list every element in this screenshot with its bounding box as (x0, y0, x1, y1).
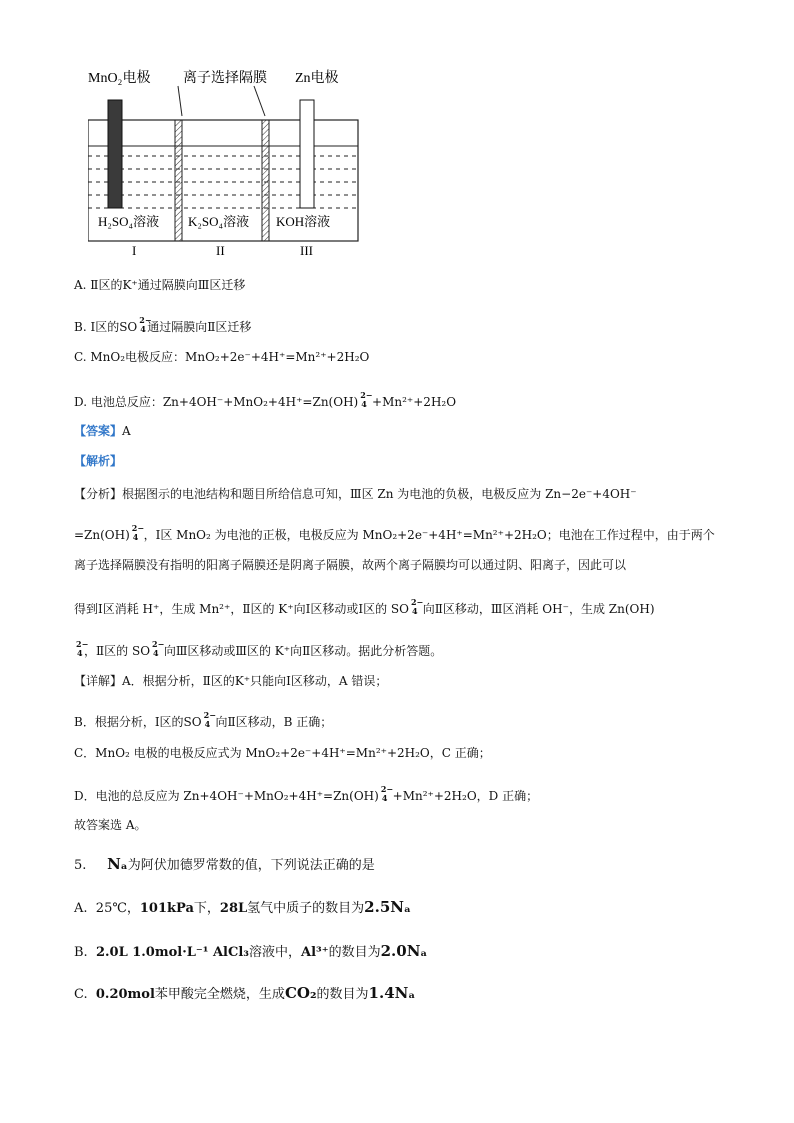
detail-line-1: 【详解】A．根据分析，Ⅱ区的K⁺只能向Ⅰ区移动，A 错误； (74, 674, 388, 688)
q5-stem (74, 856, 375, 874)
sulfate-ion-mark: 2− 4 (203, 709, 216, 729)
zone-i: I (132, 243, 137, 258)
answer-value: A (122, 424, 131, 438)
option-c: C. MnO₂电极反应：MnO₂+2e⁻+4H⁺=Mn²⁺+2H₂O (74, 350, 370, 364)
option-a: A. Ⅱ区的K⁺通过隔膜向Ⅲ区迁移 (74, 278, 246, 292)
ion-sub: 4 (140, 323, 146, 334)
analysis-line-5: 2− 4 ，Ⅱ区的 SO 2− 4 向Ⅲ区移动或Ⅲ区的 K⁺向Ⅱ区移动。据此分析答题。 (76, 638, 443, 658)
solution-h2so4: H₂SO₄溶液 (98, 214, 160, 229)
analysis-label: 【解析】 (74, 454, 123, 468)
analysis-line-2: =Zn(OH) 2− 4 ，Ⅰ区 MnO₂ 为电池的正极，电极反应为 MnO₂+2e⁻+4H⁺=Mn²⁺+2H₂O；电池在工作过程中，由于两个 (74, 522, 715, 542)
zone-iii: III (300, 243, 313, 258)
label-membrane: 离子选择隔膜 (183, 71, 267, 86)
q5-option-a: A. 25℃，101kPa下，28L氢气中质子的数目为2.5Nₐ (74, 898, 411, 916)
option-b (74, 314, 252, 336)
analysis-line-1: 【分析】根据图示的电池结构和题目所给信息可知，Ⅲ区 Zn 为电池的负极，电极反应为 Zn−2e⁻+4OH⁻ (74, 487, 637, 501)
option-d-post: +Mn²⁺+2H₂O (368, 395, 457, 409)
solution-koh: KOH溶液 (276, 214, 331, 229)
zincate-ion-mark: 2− 4 (76, 638, 89, 658)
analysis-line-4: 得到Ⅰ区消耗 H⁺，生成 Mn²⁺，Ⅱ区的 K⁺向Ⅰ区移动或Ⅰ区的 SO 2− 4 向Ⅱ区移动，Ⅲ区消耗 OH⁻，生成 Zn(OH) (74, 596, 655, 616)
q5-stem-text: 为阿伏加德罗常数的值，下列说法正确的是 (127, 858, 375, 873)
solution-k2so4: K₂SO₄溶液 (188, 214, 250, 229)
sulfate-ion-mark (137, 314, 152, 336)
q5-option-b: B. 2.0L 1.0mol·L⁻¹ AlCl₃溶液中，Al³⁺的数目为2.0Nₐ (74, 942, 428, 960)
answer-line (74, 423, 131, 439)
option-d-pre: D. 电池总反应：Zn+4OH⁻+MnO₂+4H⁺=Zn(OH) (74, 395, 359, 409)
option-d (74, 389, 457, 411)
q5-number: 5. (74, 858, 87, 873)
sulfate-ion-mark: 2− 4 (410, 596, 424, 616)
detail-conclusion: 故答案选 A。 (74, 818, 147, 832)
zincate-ion-mark: 2− 4 (360, 389, 373, 409)
q5-option-c: C. 0.20mol苯甲酸完全燃烧，生成CO₂的数目为1.4Nₐ (74, 984, 416, 1002)
detail-line-3: C．MnO₂ 电极的电极反应式为 MnO₂+2e⁻+4H⁺=Mn²⁺+2H₂O，C 正确； (74, 746, 491, 760)
membrane-left (175, 120, 182, 241)
option-b-pre: B. Ⅰ区的SO (74, 320, 138, 334)
mno2-electrode (108, 100, 122, 208)
membrane-right (262, 120, 269, 241)
electrolysis-cell-diagram (88, 66, 363, 258)
answer-label: 【答案】 (74, 424, 123, 438)
label-zn-electrode: Zn电极 (295, 71, 339, 86)
zn-electrode (300, 100, 314, 208)
q5-na-symbol: Nₐ (107, 855, 128, 873)
detail-line-2: B．根据分析，Ⅰ区的SO 2− 4 向Ⅱ区移动，B 正确； (74, 709, 333, 729)
zincate-ion-mark: 2− 4 (131, 522, 145, 542)
zincate-ion-mark: 2− 4 (380, 783, 394, 803)
zone-ii: II (216, 243, 225, 258)
label-mno2-electrode: MnO₂电极 (88, 71, 151, 86)
detail-line-4: D．电池的总反应为 Zn+4OH⁻+MnO₂+4H⁺=Zn(OH) 2− 4 +Mn²⁺+2H₂O，D 正确； (74, 783, 539, 803)
ion-charge: 2− (139, 314, 152, 325)
sulfate-ion-mark: 2− 4 (152, 638, 165, 658)
analysis-heading (74, 453, 122, 469)
analysis-line-3: 离子选择隔膜没有指明的阳离子隔膜还是阴离子隔膜，故两个离子隔膜均可以通过阴、阳离子，因此可以 (74, 558, 627, 572)
option-b-post: 通过隔膜向Ⅱ区迁移 (147, 320, 252, 334)
